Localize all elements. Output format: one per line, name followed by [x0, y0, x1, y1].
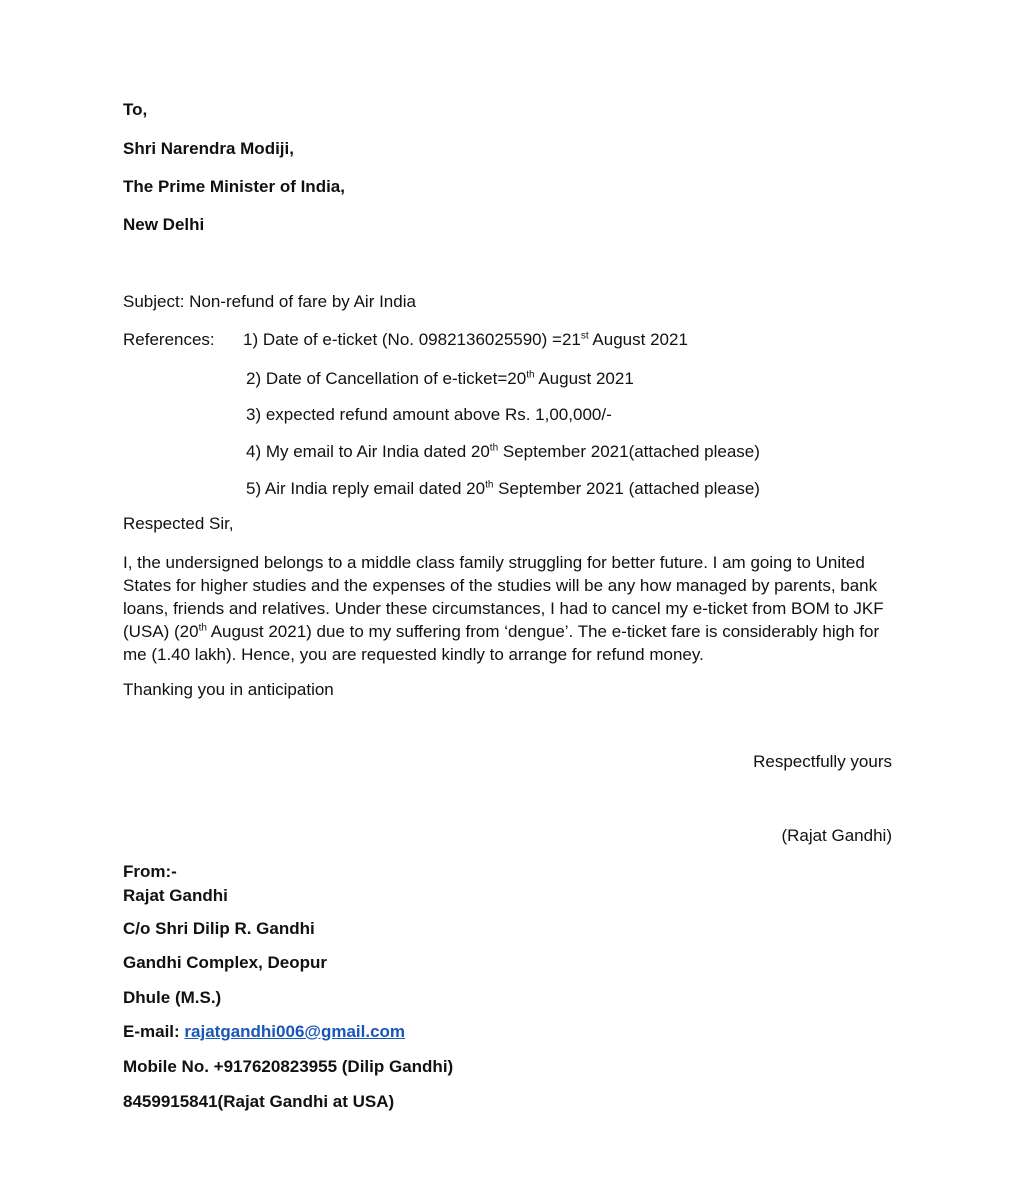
sender-alt-phone: 8459915841(Rajat Gandhi at USA) [123, 1092, 395, 1111]
salutation: Respected Sir, [123, 514, 234, 533]
sender-city: Dhule (M.S.) [123, 988, 222, 1007]
sender-email-line [123, 1022, 405, 1042]
reference-item-4: 4) My email to Air India dated 20th September 2021(attached please) [246, 442, 760, 461]
reference-item-1: 1) Date of e-ticket (No. 0982136025590) =21st August 2021 [243, 330, 688, 349]
from-label: From:- [123, 862, 177, 881]
sender-address: Gandhi Complex, Deopur [123, 953, 328, 972]
signature-name: (Rajat Gandhi) [781, 826, 892, 845]
reference-item-2: 2) Date of Cancellation of e-ticket=20th August 2021 [246, 369, 634, 388]
reference-item-3: 3) expected refund amount above Rs. 1,00,000/- [246, 405, 612, 424]
recipient-to: To, [123, 100, 148, 119]
thanks-line: Thanking you in anticipation [123, 680, 334, 699]
references-label: References: [123, 330, 215, 349]
recipient-name: Shri Narendra Modiji, [123, 139, 294, 158]
closing-line: Respectfully yours [753, 752, 892, 771]
subject-line: Subject: Non-refund of fare by Air India [123, 292, 416, 311]
sender-care-of: C/o Shri Dilip R. Gandhi [123, 919, 315, 938]
sender-name: Rajat Gandhi [123, 886, 228, 905]
email-link[interactable]: rajatgandhi006@gmail.com [184, 1022, 406, 1041]
email-label: E-mail: [123, 1022, 185, 1041]
recipient-city: New Delhi [123, 215, 205, 234]
recipient-designation: The Prime Minister of India, [123, 177, 345, 196]
body-paragraph: I, the undersigned belongs to a middle class family struggling for better future. I am going to United States for higher studies and the expenses of the studies will be any how managed by parents, bank loans, friends and relatives. Under these circumstances, I had to cancel my e-ticket from BOM to JKF (USA) (20th August 2021) due to my suffering from ‘dengue’. The e-ticket fare is considerably high for me (1.40 lakh). Hence, you are requested kindly to arrange for refund money. [123, 553, 884, 664]
sender-mobile: Mobile No. +917620823955 (Dilip Gandhi) [123, 1057, 454, 1076]
reference-item-5: 5) Air India reply email dated 20th September 2021 (attached please) [246, 479, 760, 498]
